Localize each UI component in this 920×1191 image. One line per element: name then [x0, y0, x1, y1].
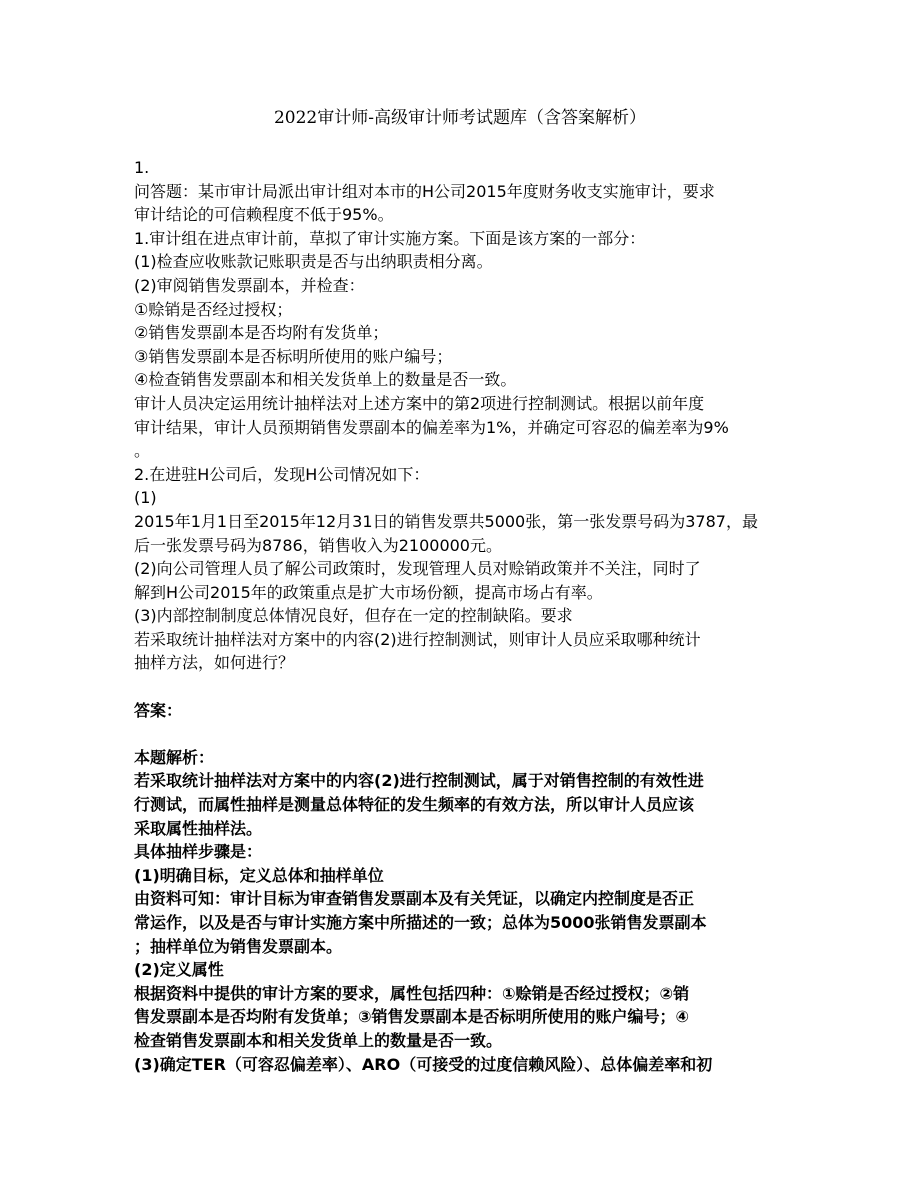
analysis-line: 由资料可知：审计目标为审查销售发票副本及有关凭证，以确定内控制度是否正: [134, 889, 695, 909]
analysis-line: 行测试，而属性抽样是测量总体特征的发生频率的有效方法，所以审计人员应该: [134, 795, 695, 815]
answer-label: 答案：: [134, 700, 183, 720]
document-body: [134, 156, 794, 1076]
question-line: 若采取统计抽样法对方案中的内容(2)进行控制测试，则审计人员应采取哪种统计: [134, 629, 701, 649]
question-line: (2)向公司管理人员了解公司政策时，发现管理人员对赊销政策并不关注，同时了: [134, 559, 701, 579]
analysis-line: 采取属性抽样法。: [134, 818, 263, 838]
analysis-text: [134, 769, 794, 1076]
question-line: (2)审阅销售发票副本，并检查：: [134, 275, 365, 295]
document-title: 2022审计师-高级审计师考试题库（含答案解析）: [273, 108, 646, 128]
spacer: [134, 675, 794, 699]
analysis-label: 本题解析：: [134, 747, 215, 767]
question-line: ③销售发票副本是否标明所使用的账户编号；: [134, 346, 453, 366]
question-line: 解到H公司2015年的政策重点是扩大市场份额，提高市场占有率。: [134, 582, 603, 602]
question-line: 2.在进驻H公司后，发现H公司情况如下：: [134, 464, 430, 484]
question-line: ①赊销是否经过授权；: [134, 299, 293, 319]
question-line: 抽样方法，如何进行？: [134, 653, 295, 673]
analysis-line: 具体抽样步骤是：: [134, 842, 263, 862]
question-line: 2015年1月1日至2015年12月31日的销售发票共5000张，第一张发票号码为3787，最: [134, 511, 758, 531]
question-text: [134, 180, 794, 675]
analysis-line: 常运作，以及是否与审计实施方案中所描述的一致；总体为5000张销售发票副本: [134, 913, 707, 932]
question-line: 。: [134, 441, 151, 461]
analysis-line: (3)确定TER（可容忍偏差率）、ARO（可接受的过度信赖风险）、总体偏差率和初: [134, 1054, 713, 1074]
analysis-line: 若采取统计抽样法对方案中的内容(2)进行控制测试，属于对销售控制的有效性进: [134, 771, 704, 791]
question-line: (1): [134, 488, 157, 508]
analysis-line: 根据资料中提供的审计方案的要求，属性包括四种：①赊销是否经过授权；②销: [134, 983, 690, 1003]
analysis-line: 检查销售发票副本和相关发货单上的数量是否一致。: [134, 1030, 503, 1050]
question-line: ②销售发票副本是否均附有发货单；: [134, 323, 389, 343]
analysis-line: (2)定义属性: [134, 960, 224, 980]
question-line: 审计结果，审计人员预期销售发票副本的偏差率为1%，并确定可容忍的偏差率为9%: [134, 417, 729, 437]
question-line: 审计人员决定运用统计抽样法对上述方案中的第2项进行控制测试。根据以前年度: [134, 393, 705, 413]
question-line: (1)检查应收账款记账职责是否与出纳职责相分离。: [134, 252, 493, 272]
question-number: 1.: [134, 158, 150, 177]
question-line: 审计结论的可信赖程度不低于95%。: [134, 205, 394, 225]
question-line: ④检查销售发票副本和相关发货单上的数量是否一致。: [134, 370, 517, 390]
spacer: [134, 722, 794, 746]
question-line: (3)内部控制制度总体情况良好，但存在一定的控制缺陷。要求: [134, 606, 573, 626]
question-line: 后一张发票号码为8786，销售收入为2100000元。: [134, 535, 502, 555]
analysis-line: (1)明确目标，定义总体和抽样单位: [134, 865, 384, 885]
question-line: 1.审计组在进点审计前，草拟了审计实施方案。下面是该方案的一部分：: [134, 228, 646, 248]
analysis-line: 售发票副本是否均附有发货单；③销售发票副本是否标明所使用的账户编号；④: [134, 1007, 690, 1027]
analysis-line: ；抽样单位为销售发票副本。: [134, 936, 343, 956]
question-line: 问答题：某市审计局派出审计组对本市的H公司2015年度财务收支实施审计，要求: [134, 181, 715, 201]
